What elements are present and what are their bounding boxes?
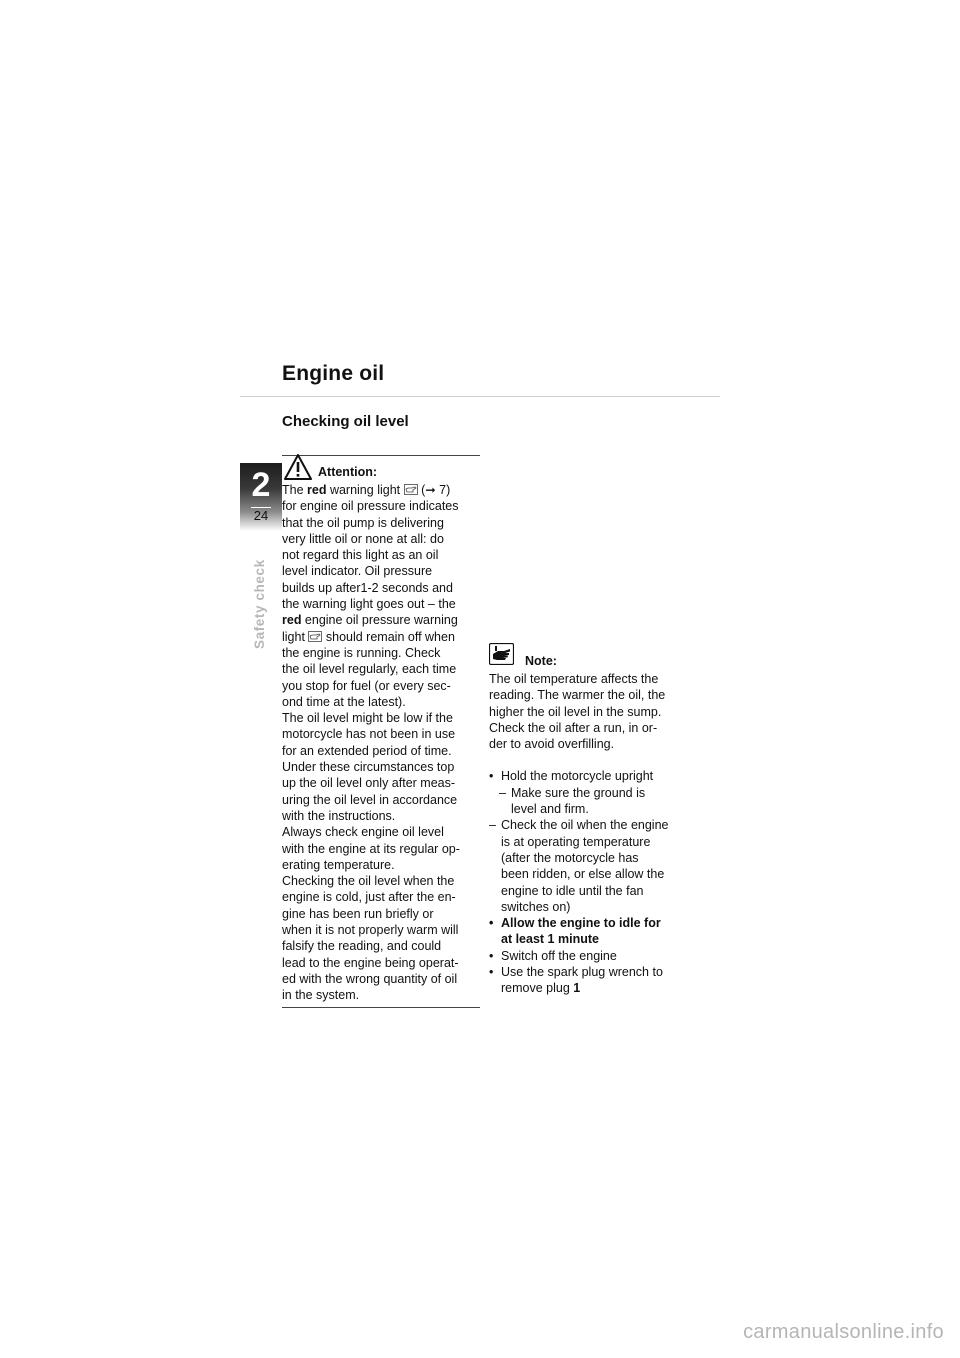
list-item-text: been ridden, or else allow the bbox=[501, 867, 665, 882]
list-marker: – bbox=[489, 818, 496, 833]
attention-line: the engine is running. Check bbox=[282, 645, 441, 660]
list-item-text: Make sure the ground is bbox=[511, 785, 646, 800]
list-item-line bbox=[501, 834, 694, 850]
list-item-line bbox=[501, 850, 694, 866]
list-item-text: Check the oil when the engine bbox=[501, 818, 669, 833]
attention-box bbox=[282, 455, 482, 1008]
attention-line: level indicator. Oil pressure bbox=[282, 564, 433, 579]
attention-line: with the engine at its regular op- bbox=[282, 841, 460, 856]
attention-line: falsify the reading, and could bbox=[282, 939, 442, 954]
list-item-line bbox=[501, 931, 694, 947]
list-item bbox=[489, 964, 694, 997]
attention-text bbox=[282, 482, 482, 1004]
list-marker: • bbox=[489, 965, 494, 980]
attention-line: ed with the wrong quantity of oil bbox=[282, 971, 458, 986]
list-item-text: Allow the engine to idle for bbox=[501, 916, 661, 931]
note-line: higher the oil level in the sump. bbox=[489, 704, 662, 719]
list-item-text: Use the spark plug wrench to bbox=[501, 965, 663, 980]
note-line: reading. The warmer the oil, the bbox=[489, 688, 666, 703]
attention-line: that the oil pump is delivering bbox=[282, 515, 444, 530]
attention-line-text: (➞ 7) bbox=[417, 483, 451, 497]
attention-line: in the system. bbox=[282, 988, 360, 1003]
list-item-line bbox=[501, 817, 694, 833]
warning-triangle-icon bbox=[284, 454, 312, 480]
attention-line: when it is not properly warm will bbox=[282, 923, 459, 938]
list-item-text: level and firm. bbox=[511, 802, 589, 817]
attention-line: lead to the engine being operat- bbox=[282, 955, 459, 970]
oil-can-icon bbox=[404, 484, 418, 495]
plug-reference: 1 bbox=[573, 981, 581, 996]
list-item-line bbox=[501, 883, 694, 899]
attention-emphasis: red bbox=[307, 483, 327, 497]
attention-line: Under these circumstances top bbox=[282, 760, 455, 775]
list-marker: • bbox=[489, 916, 494, 931]
list-item-text: remove plug bbox=[501, 981, 574, 996]
chapter-number: 2 bbox=[251, 466, 271, 504]
side-section-label: Safety check bbox=[252, 559, 267, 649]
note-box bbox=[489, 645, 694, 997]
list-marker: • bbox=[489, 769, 494, 784]
attention-line: Checking the oil level when the bbox=[282, 874, 455, 889]
attention-line: not regard this light as an oil bbox=[282, 548, 439, 563]
attention-line-text: engine oil pressure warning bbox=[301, 613, 458, 628]
procedure-steps bbox=[489, 768, 694, 996]
attention-line bbox=[282, 482, 482, 498]
list-item-text: Switch off the engine bbox=[501, 948, 617, 963]
title-divider bbox=[240, 396, 720, 397]
list-item-line bbox=[511, 785, 694, 801]
list-item-text: is at operating temperature bbox=[501, 834, 651, 849]
attention-bottom-rule bbox=[282, 1007, 480, 1008]
attention-line: you stop for fuel (or every sec- bbox=[282, 678, 451, 693]
attention-line: ond time at the latest). bbox=[282, 694, 406, 709]
note-label: Note: bbox=[525, 654, 557, 668]
list-item-text: switches on) bbox=[501, 899, 571, 914]
note-line: der to avoid overfilling. bbox=[489, 737, 615, 752]
attention-line: gine has been run briefly or bbox=[282, 906, 434, 921]
list-item-text: (after the motorcycle has bbox=[501, 850, 639, 865]
note-header bbox=[489, 645, 694, 671]
attention-line: builds up after1-2 seconds and bbox=[282, 580, 453, 595]
list-item-line bbox=[501, 980, 694, 996]
attention-label: Attention: bbox=[318, 465, 378, 479]
note-line: Check the oil after a run, in or- bbox=[489, 720, 658, 735]
list-item-line bbox=[501, 866, 694, 882]
list-item-line bbox=[501, 899, 694, 915]
list-marker: • bbox=[489, 948, 494, 963]
page-title: Engine oil bbox=[282, 362, 385, 385]
oil-can-icon bbox=[308, 631, 322, 642]
attention-header bbox=[282, 456, 482, 482]
attention-line: uring the oil level in accordance bbox=[282, 792, 458, 807]
attention-line: the warning light goes out – the bbox=[282, 597, 456, 612]
list-item bbox=[489, 817, 694, 915]
attention-line-text: warning light bbox=[326, 483, 404, 497]
watermark: carmanualsonline.info bbox=[743, 1321, 944, 1343]
attention-line-text: light bbox=[282, 629, 309, 644]
list-item-line bbox=[501, 915, 694, 931]
note-text bbox=[489, 671, 694, 752]
list-item-line bbox=[501, 948, 694, 964]
page-number: 24 bbox=[253, 508, 269, 523]
list-item bbox=[489, 785, 694, 818]
section-heading: Checking oil level bbox=[282, 413, 409, 430]
attention-line: engine is cold, just after the en- bbox=[282, 890, 456, 905]
attention-line: for engine oil pressure indicates bbox=[282, 499, 459, 514]
attention-line: motorcycle has not been in use bbox=[282, 727, 456, 742]
list-item bbox=[489, 768, 694, 784]
attention-line bbox=[282, 629, 482, 645]
attention-line: the oil level regularly, each time bbox=[282, 662, 457, 677]
list-item-line bbox=[511, 801, 694, 817]
list-item-text: engine to idle until the fan bbox=[501, 883, 644, 898]
list-item bbox=[489, 915, 694, 948]
attention-line: Always check engine oil level bbox=[282, 825, 444, 840]
attention-line: with the instructions. bbox=[282, 808, 396, 823]
attention-line: erating temperature. bbox=[282, 857, 395, 872]
list-item-line bbox=[501, 964, 694, 980]
attention-line: very little oil or none at all: do bbox=[282, 531, 444, 546]
note-hand-icon bbox=[489, 643, 514, 665]
chapter-tab bbox=[240, 463, 282, 531]
attention-line: up the oil level only after meas- bbox=[282, 776, 456, 791]
attention-emphasis: red bbox=[282, 613, 302, 628]
list-marker: – bbox=[499, 785, 506, 800]
attention-line bbox=[282, 612, 482, 628]
attention-line-text: should remain off when bbox=[322, 629, 455, 644]
list-item-line bbox=[501, 768, 694, 784]
attention-line-text: The bbox=[282, 483, 308, 497]
attention-line: The oil level might be low if the bbox=[282, 711, 453, 726]
attention-line: for an extended period of time. bbox=[282, 743, 452, 758]
list-item-text: at least 1 minute bbox=[501, 932, 599, 947]
note-line: The oil temperature affects the bbox=[489, 672, 659, 686]
list-item bbox=[489, 948, 694, 964]
list-item-text: Hold the motorcycle upright bbox=[501, 769, 654, 784]
